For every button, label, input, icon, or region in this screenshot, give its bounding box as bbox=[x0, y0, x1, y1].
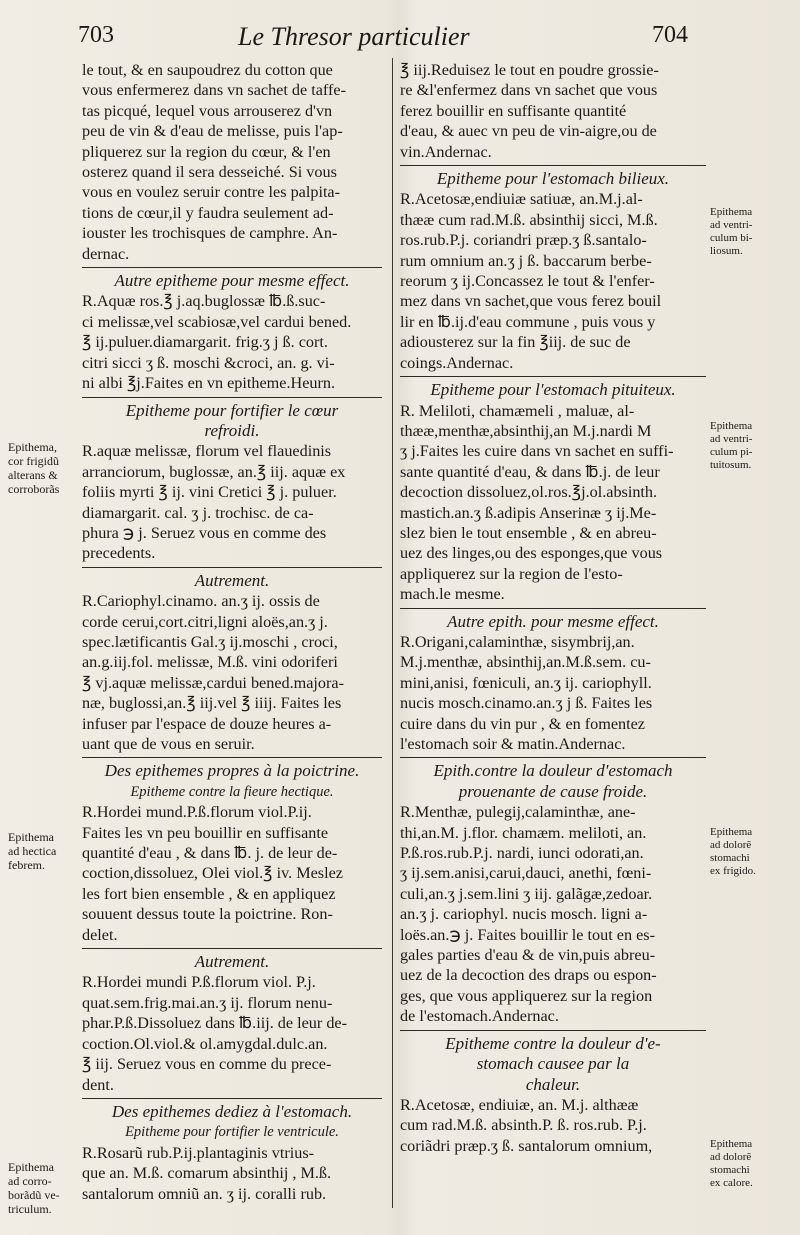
text-line: vous enfermerez dans vn sachet de taffe- bbox=[82, 81, 346, 100]
margin-note-line: Epithema bbox=[8, 830, 54, 844]
section-heading bbox=[82, 952, 382, 972]
text-line: ros.rub.P.j. coriandri præp.ʒ ß.santalo- bbox=[400, 231, 647, 250]
text-line: R. Meliloti, chamæmeli , maluæ, al- bbox=[400, 401, 635, 420]
text-line: ferez bouillir en suffisante quantité bbox=[400, 101, 627, 120]
margin-note-line: culum pi- bbox=[710, 446, 753, 458]
section-rule bbox=[82, 1098, 382, 1099]
margin-note-line: tuitosum. bbox=[710, 459, 752, 471]
text-line: lir en ℔.ij.d'eau commune , puis vous y bbox=[400, 312, 656, 331]
text-line: peu de vin & d'eau de melisse, puis l'ap- bbox=[82, 122, 343, 141]
page-number-left: 703 bbox=[78, 22, 114, 48]
heading-line: Epith.contre la douleur d'estomach bbox=[433, 761, 673, 781]
text-line: loës.an.℈ j. Faites bouillir le tout en es- bbox=[400, 925, 655, 944]
text-line: P.ß.ros.rub.P.j. nardi, iunci odorati,an. bbox=[400, 844, 644, 863]
text-line: uant que de vous en seruir. bbox=[82, 735, 255, 753]
text-line: uez de la decoction des draps ou espon- bbox=[400, 966, 657, 985]
text-line: R.Cariophyl.cinamo. an.ʒ ij. ossis de bbox=[82, 592, 320, 611]
section-rule bbox=[400, 608, 706, 609]
text-line: arranciorum, buglossæ, an.℥ iij. aquæ ex bbox=[82, 462, 346, 481]
margin-note-left-3 bbox=[8, 1160, 96, 1216]
text-line: R.Hordei mundi P.ß.florum viol. P.j. bbox=[82, 973, 316, 992]
text-line: foliis myrti ℥ ij. vini Cretici ℥ j. puluer. bbox=[82, 483, 337, 502]
text-line: coriãdri præp.ʒ ß. santalorum omnium, bbox=[400, 1136, 653, 1155]
section-heading bbox=[82, 271, 382, 291]
margin-note-left-2 bbox=[8, 830, 96, 872]
section-heading bbox=[400, 380, 706, 400]
section-rule bbox=[82, 948, 382, 949]
margin-note-line: ad corro- bbox=[8, 1174, 52, 1188]
text-line: uez des linges,ou des esponges,que vous bbox=[400, 544, 663, 563]
text-line: R.Acetosæ,endiuiæ satiuæ, an.M.j.al- bbox=[400, 190, 643, 209]
text-line: R.Hordei mund.P.ß.florum viol.P.ij. bbox=[82, 803, 312, 822]
margin-note-line: ad dolorẽ bbox=[710, 1151, 752, 1163]
margin-note-line: Epithema bbox=[710, 206, 753, 218]
text-line: culi,an.ʒ j.sem.lini ʒ iij. galãgæ,zedoar. bbox=[400, 884, 653, 903]
text-line: thi,an.M. j.flor. chamæm. meliloti, an. bbox=[400, 823, 647, 842]
text-line: ℥ vj.aquæ melissæ,cardui bened.majora- bbox=[82, 673, 344, 692]
text-line: coction.Ol.viol.& ol.amygdal.dulc.an. bbox=[82, 1034, 328, 1053]
heading-line: Epitheme contre la douleur d'e- bbox=[445, 1033, 661, 1053]
text-line: an.g.iij.fol. melissæ, M.ß. vini odoriferi bbox=[82, 653, 338, 672]
text-line: re &l'enfermez dans vn sachet que vous bbox=[400, 81, 658, 100]
heading-line: Epitheme pour l'estomach bilieux. bbox=[436, 169, 670, 189]
margin-note-line: Epithema bbox=[710, 1138, 753, 1150]
text-line: iouster les trochisques de camphre. An- bbox=[82, 224, 338, 243]
column-divider bbox=[392, 58, 393, 1208]
margin-note-right-4 bbox=[710, 1138, 800, 1190]
paragraph bbox=[400, 1095, 706, 1156]
paragraph bbox=[82, 291, 382, 393]
section-rule bbox=[400, 165, 706, 166]
text-line: ni albi ℥j.Faites en vn epitheme.Heurn. bbox=[82, 374, 336, 393]
margin-note-line: ex calore. bbox=[710, 1177, 753, 1189]
margin-note-line: ex frigido. bbox=[710, 865, 756, 877]
margin-note-line: Epithema bbox=[710, 826, 753, 838]
text-line: ci melissæ,vel scabiosæ,vel cardui bened. bbox=[82, 312, 352, 331]
text-line: ges, que vous appliquerez sur la region bbox=[400, 986, 653, 1005]
paragraph bbox=[400, 189, 706, 373]
text-line: corde cerui,cort.citri,ligni aloës,an.ʒ j. bbox=[82, 612, 328, 631]
paragraph bbox=[400, 802, 706, 1026]
right-column bbox=[400, 60, 706, 1156]
text-line: de l'estomach.Andernac. bbox=[400, 1007, 559, 1026]
margin-note-left-1 bbox=[8, 440, 96, 496]
text-line: infuser par l'espace de douze heures a- bbox=[82, 714, 332, 733]
heading-line: refroidi. bbox=[204, 420, 260, 440]
heading-line: Des epithemes propres à la poictrine. bbox=[104, 761, 360, 781]
heading-line: Des epithemes dediez à l'estomach. bbox=[111, 1101, 353, 1121]
text-line: cum rad.M.ß. absinth.P. ß. ros.rub. P.j. bbox=[400, 1116, 647, 1135]
text-line: reorum ʒ ij.Concassez le tout & l'enfer- bbox=[400, 272, 655, 291]
text-line: delet. bbox=[82, 925, 118, 944]
running-header bbox=[0, 8, 800, 51]
text-line: thææ cum rad.M.ß. absinthij sicci, M.ß. bbox=[400, 210, 658, 229]
section-rule bbox=[82, 267, 382, 268]
text-line: mini,anisi, fœniculi, an.ʒ ij. cariophyll. bbox=[400, 673, 652, 692]
text-line: l'estomach soir & matin.Andernac. bbox=[400, 735, 626, 753]
margin-note-line: ad hectica bbox=[8, 844, 57, 858]
text-line: mach.le mesme. bbox=[400, 585, 505, 604]
text-line: gales parties d'eau & de vin,puis abreu- bbox=[400, 946, 656, 965]
text-line: spec.lætificantis Gal.ʒ ij.moschi , croci, bbox=[82, 632, 338, 651]
margin-note-line: cor frigidũ bbox=[8, 454, 59, 468]
text-line: phar.P.ß.Dissoluez dans ℔.iij. de leur de- bbox=[82, 1014, 347, 1033]
section-heading bbox=[400, 1034, 706, 1095]
text-line: dernac. bbox=[82, 244, 130, 263]
text-line: souuent dessus toute la poictrine. Ron- bbox=[82, 905, 333, 924]
text-line: M.j.menthæ, absinthij,an.M.ß.sem. cu- bbox=[400, 653, 651, 672]
text-line: rum omnium an.ʒ j ß. baccarum berbe- bbox=[400, 251, 652, 270]
text-line: R.Origani,calaminthæ, sisymbrij,an. bbox=[400, 632, 635, 651]
section-heading bbox=[82, 401, 382, 442]
heading-line: Epitheme pour fortifier le cœur bbox=[125, 400, 339, 420]
text-line: an.ʒ j. cariophyl. nucis mosch. ligni a- bbox=[400, 905, 648, 924]
text-line: vin.Andernac. bbox=[400, 142, 492, 161]
heading-line: Epitheme pour fortifier le ventricule. bbox=[125, 1124, 339, 1141]
text-line: ʒ ij.sem.anisi,carui,dauci, anethi, fœni- bbox=[400, 864, 652, 883]
heading-line: prouenante de cause froide. bbox=[458, 781, 648, 801]
text-line: nucis mosch.cinamo.an.ʒ j ß. Faites les bbox=[400, 694, 653, 713]
section-heading bbox=[82, 761, 382, 781]
text-line: citri sicci ʒ ß. moschi &croci, an. g. vi- bbox=[82, 353, 335, 372]
section-rule bbox=[82, 757, 382, 758]
text-line: d'eau, & auec vn peu de vin-aigre,ou de bbox=[400, 122, 657, 141]
text-line: R.Menthæ, pulegij,calaminthæ, ane- bbox=[400, 803, 636, 822]
margin-note-line: Epithema bbox=[8, 1160, 54, 1174]
heading-line: Autrement. bbox=[194, 952, 270, 972]
text-line: le tout, & en saupoudrez du cotton que bbox=[82, 61, 333, 79]
margin-note-line: borãdũ ve- bbox=[8, 1188, 60, 1202]
text-line: cuire dans du vin pur , & en fomentez bbox=[400, 714, 645, 733]
text-line: adiousterez sur la fin ℥iij. de suc de bbox=[400, 333, 631, 352]
heading-line: stomach causee par la bbox=[476, 1054, 630, 1074]
heading-line: chaleur. bbox=[525, 1074, 581, 1094]
text-line: diamargarit. cal. ʒ j. trochisc. de ca- bbox=[82, 503, 314, 522]
paragraph bbox=[82, 1143, 382, 1204]
text-line: les fort bien ensemble , & en appliquez bbox=[82, 884, 336, 903]
margin-note-line: febrem. bbox=[8, 858, 45, 872]
text-line: coings.Andernac. bbox=[400, 353, 514, 372]
left-column bbox=[82, 60, 382, 1204]
text-line: thææ,menthæ,absinthij,an M.j.nardi M bbox=[400, 421, 652, 440]
section-heading bbox=[82, 1102, 382, 1122]
paragraph bbox=[82, 802, 382, 945]
margin-note-line: stomachi bbox=[710, 1164, 750, 1176]
text-line: phura ℈ j. Seruez vous en comme des bbox=[82, 523, 327, 542]
margin-note-line: ad ventri- bbox=[710, 219, 753, 231]
text-line: slez bien le tout ensemble , & en abreu- bbox=[400, 523, 657, 542]
text-line: quantité d'eau , & dans ℔. j. de leur de- bbox=[82, 844, 338, 863]
section-rule bbox=[400, 757, 706, 758]
section-rule bbox=[400, 376, 706, 377]
section-heading bbox=[400, 612, 706, 632]
paragraph bbox=[82, 60, 382, 264]
text-line: vous en voulez seruir contre les palpita- bbox=[82, 183, 341, 202]
section-rule bbox=[400, 1030, 706, 1031]
margin-note-line: ad ventri- bbox=[710, 433, 753, 445]
text-line: precedents. bbox=[82, 544, 156, 563]
page-number-right: 704 bbox=[652, 22, 688, 48]
section-heading bbox=[82, 571, 382, 591]
text-line: ℥ iij.Reduisez le tout en poudre grossie- bbox=[400, 61, 659, 79]
text-line: sante quantité d'eau, & dans ℔.j. de leur bbox=[400, 462, 660, 481]
text-line: Faites les vn peu bouillir en suffisante bbox=[82, 823, 329, 842]
text-line: appliquerez sur la region de l'esto- bbox=[400, 564, 623, 583]
text-line: R.Acetosæ, endiuiæ, an. M.j. althææ bbox=[400, 1095, 639, 1114]
text-line: santalorum omniũ an. ʒ ij. coralli rub. bbox=[82, 1184, 327, 1203]
paragraph bbox=[82, 591, 382, 754]
text-line: ʒ j.Faites les cuire dans vn sachet en suffi- bbox=[400, 442, 674, 461]
margin-note-line: Epithema, bbox=[8, 440, 57, 454]
heading-line: Autre epitheme pour mesme effect. bbox=[114, 271, 350, 291]
paragraph bbox=[82, 441, 382, 563]
paragraph bbox=[400, 632, 706, 754]
heading-line: Autrement. bbox=[194, 570, 270, 590]
text-line: pliquerez sur la region du cœur, & l'en bbox=[82, 142, 331, 161]
margin-note-line: stomachi bbox=[710, 852, 750, 864]
text-line: R.Rosarũ rub.P.ij.plantaginis vtrius- bbox=[82, 1143, 315, 1162]
text-line: ℥ ij.puluer.diamargarit. frig.ʒ j ß. cort. bbox=[82, 333, 328, 352]
section-subheading bbox=[82, 782, 382, 802]
section-heading bbox=[400, 761, 706, 802]
margin-note-line: Epithema bbox=[710, 420, 753, 432]
paragraph bbox=[400, 401, 706, 605]
text-line: quat.sem.frig.mai.an.ʒ ij. florum nenu- bbox=[82, 993, 333, 1012]
section-rule bbox=[82, 397, 382, 398]
margin-note-line: culum bi- bbox=[710, 232, 753, 244]
margin-note-right-3 bbox=[710, 826, 800, 878]
paragraph bbox=[400, 60, 706, 162]
text-line: dent. bbox=[82, 1075, 114, 1094]
text-line: coction,dissoluez, Olei viol.℥ iv. Meslez bbox=[82, 864, 343, 883]
heading-line: Epitheme pour l'estomach pituiteux. bbox=[430, 380, 676, 400]
text-line: mez dans vn sachet,que vous ferez bouil bbox=[400, 292, 662, 311]
margin-note-line: corroborãs bbox=[8, 482, 60, 496]
text-line: que an. M.ß. comarum absinthij , M.ß. bbox=[82, 1164, 332, 1183]
margin-note-line: alterans & bbox=[8, 468, 58, 482]
text-line: mastich.an.ʒ ß.adipis Anserinæ ʒ ij.Me- bbox=[400, 503, 657, 522]
text-line: næ, buglossi,an.℥ iij.vel ℥ iiij. Faites les bbox=[82, 694, 342, 713]
margin-note-line: triculum. bbox=[8, 1202, 52, 1216]
text-line: tas picqué, lequel vous arrouserez d'vn bbox=[82, 101, 333, 120]
margin-note-line: liosum. bbox=[710, 245, 743, 257]
text-line: R.Aquæ ros.℥ j.aq.buglossæ ℔.ß.suc- bbox=[82, 292, 326, 311]
text-line: decoction dissoluez,ol.ros.℥j.ol.absinth. bbox=[400, 483, 658, 502]
margin-note-right-1 bbox=[710, 206, 800, 258]
text-line: osterez quand il sera desseiché. Si vous bbox=[82, 163, 337, 182]
running-title: Le Thresor particulier bbox=[238, 22, 470, 51]
section-rule bbox=[82, 567, 382, 568]
text-line: ℥ iij. Seruez vous en comme du prece- bbox=[82, 1055, 332, 1074]
section-subheading bbox=[82, 1122, 382, 1142]
text-line: tions de cœur,il y faudra seulement ad- bbox=[82, 203, 334, 222]
heading-line: Epitheme contre la fieure hectique. bbox=[130, 783, 334, 800]
text-line: R.aquæ melissæ, florum vel flauedinis bbox=[82, 442, 332, 461]
margin-note-right-2 bbox=[710, 420, 800, 472]
section-heading bbox=[400, 169, 706, 189]
heading-line: Autre epith. pour mesme effect. bbox=[447, 611, 659, 631]
margin-note-line: ad dolorẽ bbox=[710, 839, 752, 851]
paragraph bbox=[82, 972, 382, 1094]
